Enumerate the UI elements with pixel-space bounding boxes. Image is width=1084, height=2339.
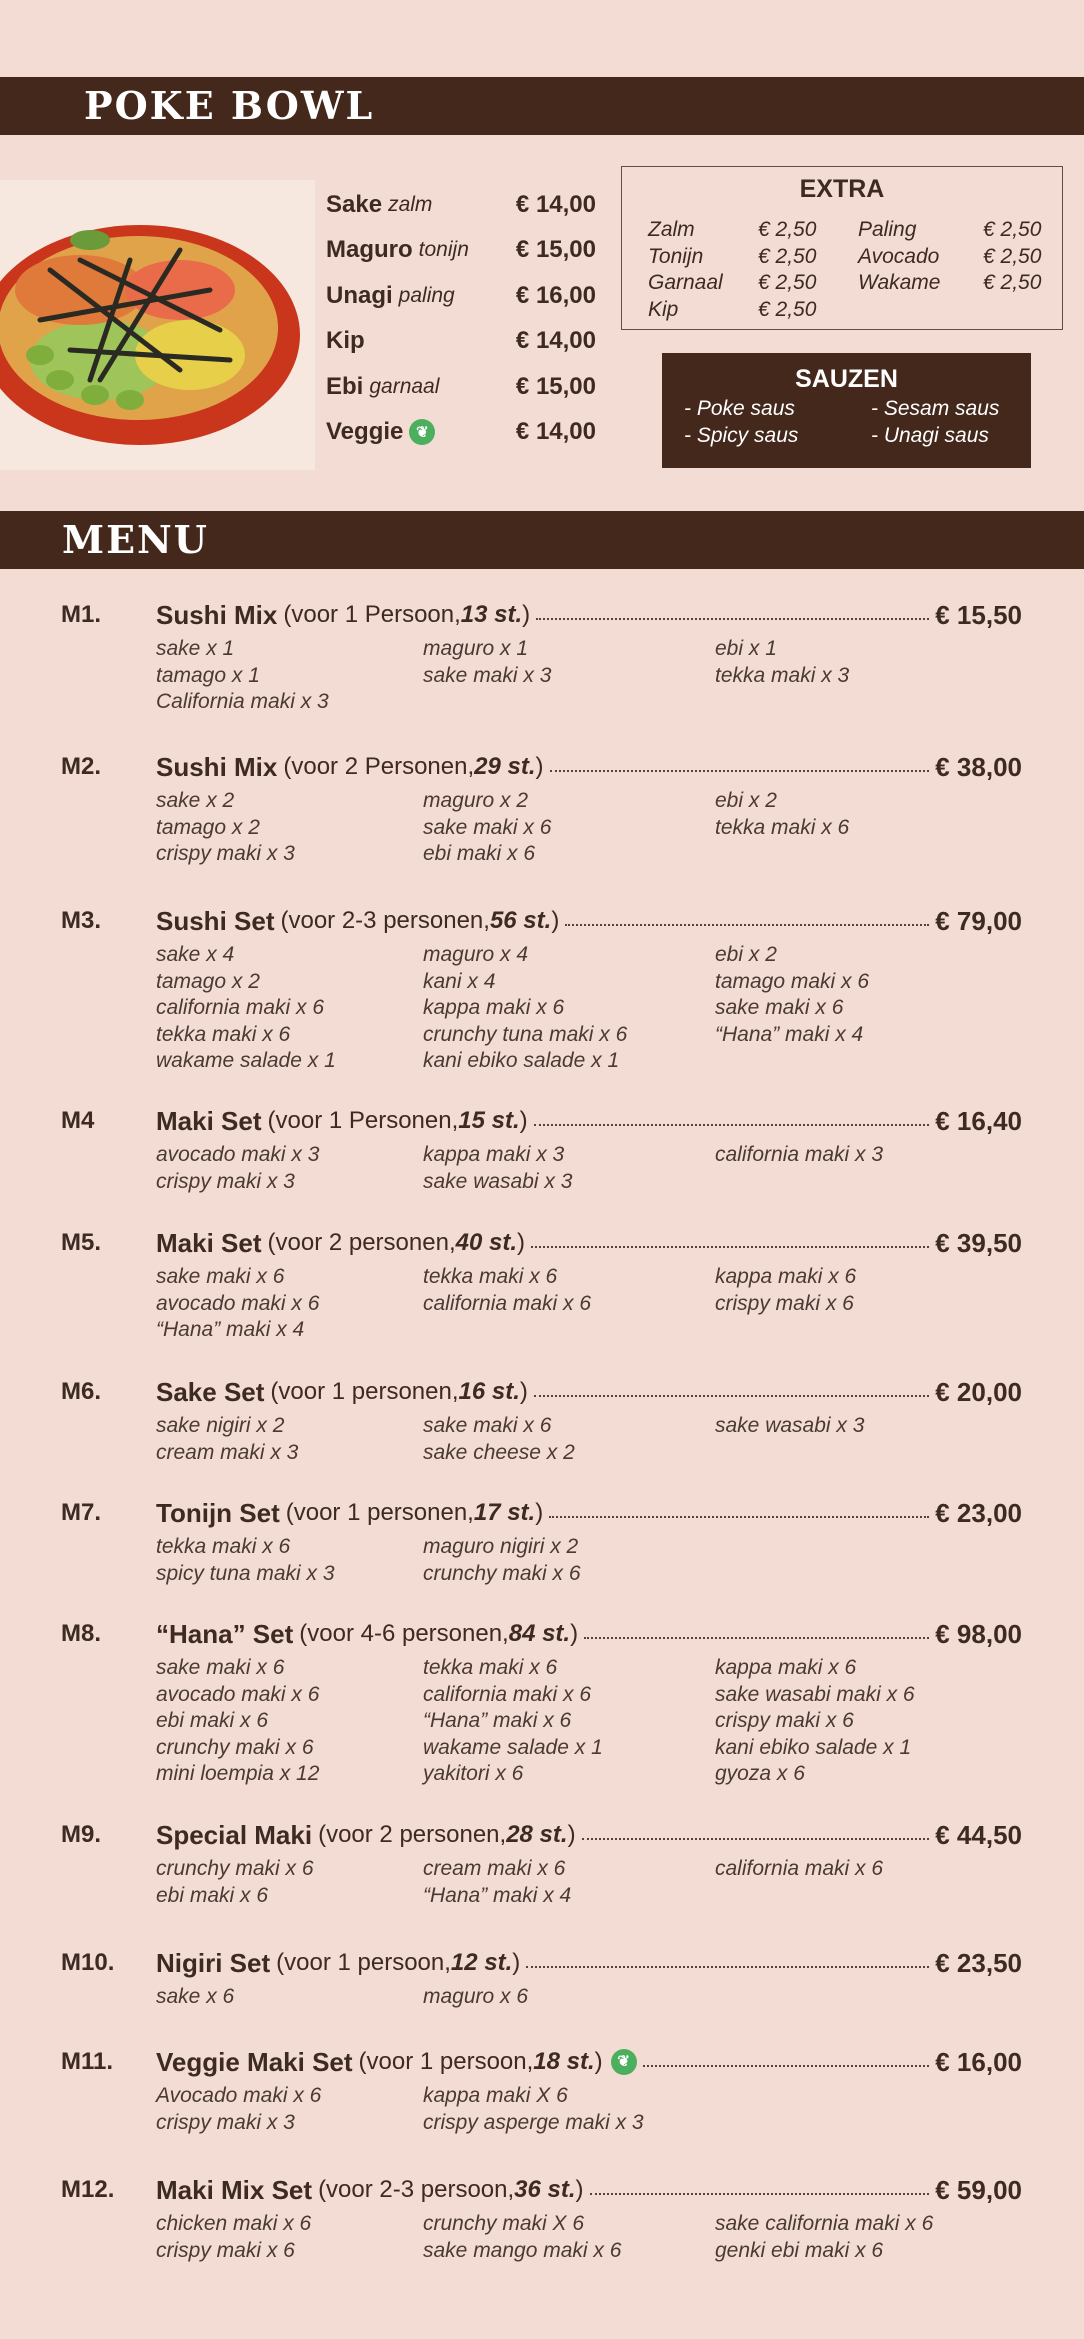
menu-item-header	[156, 598, 1022, 632]
extra-item-price: € 2,50	[758, 297, 817, 321]
poke-item-price: € 14,00	[515, 190, 596, 218]
menu-item-content: avocado maki x 6	[156, 1682, 320, 1706]
menu-item-content: tekka maki x 6	[423, 1265, 558, 1288]
menu-item-content: ebi x 2	[715, 789, 777, 812]
menu-item-code: M11.	[61, 2048, 114, 2075]
menu-item-count: 12 st.	[450, 1949, 513, 1976]
menu-item-content: california maki x 6	[156, 996, 325, 1019]
menu-item-content: avocado maki x 6	[156, 1291, 320, 1315]
menu-item-content: ebi maki x 6	[156, 1883, 269, 1907]
menu-item-header	[156, 2045, 1022, 2079]
menu-item-header	[156, 1818, 1022, 1852]
menu-item-content: crispy maki x 6	[156, 2238, 295, 2262]
menu-item-count: 84 st.	[508, 1620, 571, 1647]
menu-item-contents	[156, 1984, 1022, 2011]
menu-item-code: M10.	[61, 1949, 115, 1976]
menu-item-content: sake maki x 6	[423, 815, 552, 839]
menu-item-persons: (voor 2-3 personen,	[280, 907, 490, 934]
menu-item-content: sake wasabi maki x 6	[715, 1682, 915, 1706]
menu-item-content: ebi maki x 6	[423, 842, 536, 865]
menu-item-content: maguro nigiri x 2	[423, 1535, 579, 1558]
sauce-item: - Unagi saus	[871, 424, 989, 447]
menu-item-close: )	[567, 1821, 576, 1848]
menu-item-price: € 16,00	[935, 2047, 1022, 2077]
menu-item-count: 40 st.	[455, 1229, 517, 1256]
menu-item-content: chicken maki x 6	[156, 2212, 312, 2235]
dotted-leader	[534, 1124, 930, 1126]
dotted-leader	[534, 1395, 929, 1397]
menu-item-content	[715, 689, 1022, 716]
extra-item-name: Zalm	[648, 218, 695, 241]
menu-item-count: 28 st.	[506, 1821, 568, 1848]
menu-item-close: )	[512, 1949, 521, 1976]
extra-list	[648, 217, 1048, 323]
menu-item-contents	[156, 1534, 1022, 1587]
menu-item-content: tamago x 1	[156, 663, 260, 687]
menu-item-close: )	[516, 1229, 525, 1256]
poke-item	[326, 319, 596, 365]
menu-item-code: M3.	[61, 907, 102, 934]
poke-item	[326, 364, 596, 410]
menu-item-portion	[280, 904, 559, 938]
menu-item-content: ebi maki x 6	[156, 1709, 269, 1732]
menu-item-content: mini loempia x 12	[156, 1762, 320, 1785]
poke-bowl-title: POKE BOWL	[84, 83, 375, 128]
extra-item-name: Wakame	[858, 271, 941, 294]
menu-item-name: Maki Set	[156, 1106, 262, 1136]
poke-item-name	[326, 327, 365, 355]
menu-item-price: € 98,00	[935, 1619, 1022, 1649]
poke-item-price: € 14,00	[515, 327, 596, 355]
menu-item-desc	[283, 750, 543, 784]
menu-item-content: tamago x 2	[156, 815, 260, 839]
menu-item-content	[715, 1317, 1022, 1344]
menu-item-price: € 23,00	[935, 1498, 1022, 1528]
menu-item-content: crunchy maki X 6	[423, 2212, 585, 2235]
menu-item-header	[156, 2173, 1022, 2207]
menu-item-name: Tonijn Set	[156, 1498, 280, 1528]
menu-item-content: wakame salade x 1	[423, 1735, 603, 1759]
menu-item-content	[715, 841, 1022, 868]
menu-item-content: tamago x 2	[156, 969, 260, 993]
menu-item-content: wakame salade x 1	[156, 1049, 336, 1072]
poke-item	[326, 228, 596, 274]
menu-item-content: kappa maki x 6	[715, 1656, 857, 1679]
menu-item-content: tekka maki x 6	[156, 1022, 291, 1046]
poke-bowl-header	[0, 77, 1084, 135]
menu-item-name: Sushi Mix	[156, 752, 278, 782]
menu-item-code: M2.	[61, 753, 102, 780]
dotted-leader	[584, 1637, 929, 1639]
menu-item-name: Maki Set	[156, 1228, 262, 1258]
menu-item-content: sake x 4	[156, 943, 235, 966]
menu-item-content: crunchy tuna maki x 6	[423, 1022, 628, 1046]
extra-box	[621, 166, 1063, 330]
menu-item-code: M1.	[61, 601, 102, 628]
menu-item-content: maguro x 4	[423, 943, 529, 966]
menu-item-content: genki ebi maki x 6	[715, 2238, 884, 2262]
sauzen-box	[662, 353, 1031, 468]
extra-item-name: Garnaal	[648, 271, 723, 294]
menu-item-content: crispy asperge maki x 3	[423, 2110, 644, 2134]
menu-item-content: Avocado maki x 6	[156, 2084, 322, 2107]
veggie-leaf-icon: ❦	[611, 2049, 637, 2075]
poke-item-price: € 14,00	[515, 418, 596, 446]
menu-item-content: maguro x 6	[423, 1985, 529, 2008]
menu-item-content	[423, 1317, 715, 1344]
menu-item-content: “Hana” maki x 4	[715, 1022, 864, 1046]
dotted-leader	[531, 1246, 929, 1248]
extra-item-name: Avocado	[858, 244, 940, 268]
menu-item-content: sake maki x 3	[423, 663, 552, 687]
menu-item-count: 18 st.	[533, 2048, 595, 2075]
menu-item-content: sake maki x 6	[715, 996, 844, 1019]
extra-item-price: € 2,50	[983, 244, 1042, 268]
menu-item-content: california maki x 6	[715, 1857, 884, 1880]
menu-item-portion	[318, 1818, 575, 1852]
extra-title: EXTRA	[799, 175, 885, 203]
menu-item-name: Maki Mix Set	[156, 2175, 313, 2205]
menu-item-persons: (voor 2-3 persoon,	[318, 2176, 515, 2203]
menu-item-content: tamago maki x 6	[715, 969, 870, 993]
menu-item-content: maguro x 1	[423, 637, 529, 660]
menu-item-content: kani ebiko salade x 1	[715, 1735, 912, 1759]
menu-item-header	[156, 1617, 1022, 1651]
veggie-leaf-icon: ❦	[409, 419, 435, 445]
menu-item-portion	[286, 1496, 543, 1530]
menu-item-price: € 15,50	[935, 600, 1022, 630]
extra-item-price: € 2,50	[758, 244, 817, 268]
menu-item-content: sake california maki x 6	[715, 2212, 934, 2235]
menu-item-close: )	[519, 1378, 528, 1405]
menu-item-name: “Hana” Set	[156, 1619, 294, 1649]
menu-item-persons: (voor 2 personen,	[267, 1229, 456, 1256]
menu-item-contents	[156, 1413, 1022, 1466]
poke-item-sub: zalm	[388, 192, 433, 216]
menu-item-contents	[156, 2211, 1022, 2264]
menu-item-desc	[280, 904, 559, 938]
poke-item-price: € 15,00	[515, 372, 596, 400]
menu-item-content: ebi x 2	[715, 943, 777, 966]
menu-item-persons: (voor 2 Personen,	[283, 753, 475, 780]
menu-item-persons: (voor 1 Personen,	[267, 1107, 459, 1134]
menu-item-close: )	[551, 907, 560, 934]
menu-item-desc	[318, 1818, 575, 1852]
poke-item-sub: tonijn	[418, 238, 469, 262]
menu-header	[0, 511, 1084, 569]
extra-item-price: € 2,50	[758, 218, 817, 241]
menu-item-price: € 38,00	[935, 752, 1022, 782]
poke-item-name	[326, 191, 432, 219]
menu-item-count: 56 st.	[489, 907, 552, 934]
menu-item-portion	[270, 1375, 527, 1409]
menu-item-header	[156, 1946, 1022, 1980]
menu-item-content: gyoza x 6	[715, 1762, 805, 1785]
poke-item	[326, 182, 596, 228]
poke-item-sub: paling	[398, 283, 455, 307]
sauce-item: - Poke saus	[684, 397, 795, 420]
menu-item-header	[156, 904, 1022, 938]
menu-item-portion	[283, 598, 530, 632]
menu-item-desc	[359, 2045, 637, 2079]
menu-item-count: 13 st.	[460, 601, 523, 628]
menu-item-persons: (voor 1 Persoon,	[283, 601, 461, 628]
extra-item-name: Tonijn	[648, 244, 704, 268]
menu-item-content: tekka maki x 3	[715, 663, 850, 687]
menu-item-desc	[283, 598, 530, 632]
poke-item-label: Unagi	[326, 281, 393, 309]
menu-item-content	[715, 2083, 1022, 2110]
menu-item-code: M4	[61, 1107, 95, 1134]
menu-item-desc	[270, 1375, 527, 1409]
menu-item-content: crunchy maki x 6	[423, 1561, 581, 1585]
menu-item-desc	[268, 1226, 525, 1260]
menu-title: MENU	[62, 517, 209, 562]
menu-item-content: cream maki x 3	[156, 1440, 299, 1464]
menu-item-name: Sushi Set	[156, 906, 275, 936]
poke-item-label: Kip	[326, 327, 365, 355]
extra-item-name: Paling	[858, 218, 917, 241]
poke-bowl-image	[0, 180, 315, 470]
menu-item-persons: (voor 1 persoon,	[358, 2048, 534, 2075]
menu-item-content: sake x 2	[156, 789, 235, 812]
menu-item-content: avocado maki x 3	[156, 1143, 320, 1166]
menu-item-content: yakitori x 6	[423, 1762, 524, 1785]
menu-item-content: tekka maki x 6	[156, 1535, 291, 1558]
dotted-leader	[526, 1966, 929, 1968]
sauce-item: - Sesam saus	[871, 397, 1000, 420]
poke-item-name	[326, 418, 435, 446]
menu-item-persons: (voor 1 personen,	[285, 1499, 474, 1526]
menu-item-close: )	[575, 2176, 584, 2203]
dotted-leader	[582, 1838, 930, 1840]
menu-item-portion	[318, 2173, 583, 2207]
extra-item-price: € 2,50	[758, 271, 817, 294]
poke-item-label: Veggie	[326, 418, 404, 446]
dotted-leader	[565, 924, 929, 926]
poke-item-price: € 15,00	[515, 236, 596, 264]
menu-item-persons: (voor 1 personen,	[270, 1378, 459, 1405]
menu-item-portion	[268, 1104, 528, 1138]
menu-item-price: € 79,00	[935, 906, 1022, 936]
menu-item-content	[715, 1984, 1022, 2011]
menu-item-persons: (voor 1 persoon,	[276, 1949, 451, 1976]
menu-item-content: “Hana” maki x 4	[423, 1883, 572, 1907]
menu-item-code: M9.	[61, 1821, 102, 1848]
menu-item-content: sake cheese x 2	[423, 1440, 575, 1464]
menu-item-content: california maki x 6	[423, 1291, 592, 1315]
menu-item-close: )	[570, 1620, 579, 1647]
menu-item-content: sake x 6	[156, 1985, 235, 2008]
menu-item-content: cream maki x 6	[423, 1857, 566, 1880]
extra-item-name	[858, 297, 983, 324]
menu-item-content: crunchy maki x 6	[156, 1735, 314, 1759]
menu-item-header	[156, 1496, 1022, 1530]
menu-item-content: maguro x 2	[423, 789, 529, 812]
menu-item-code: M5.	[61, 1229, 102, 1256]
poke-bowl-list	[326, 182, 596, 455]
menu-item-close: )	[519, 1107, 528, 1134]
menu-item-content: kappa maki x 6	[423, 996, 565, 1019]
menu-item-content: kani x 4	[423, 969, 496, 993]
menu-item-content	[715, 1561, 1022, 1588]
menu-item-count: 15 st.	[458, 1107, 520, 1134]
menu-item-close: )	[535, 753, 544, 780]
menu-item-header	[156, 750, 1022, 784]
menu-item-content: sake maki x 6	[423, 1414, 552, 1437]
menu-item-content: sake nigiri x 2	[156, 1414, 285, 1437]
menu-item-content: kappa maki x 3	[423, 1143, 565, 1166]
menu-item-content: sake wasabi x 3	[715, 1414, 865, 1437]
poke-item-label: Maguro	[326, 236, 413, 264]
menu-item-content: crispy maki x 3	[156, 1169, 295, 1193]
menu-item-count: 16 st.	[458, 1378, 520, 1405]
menu-item-content: kappa maki x 6	[715, 1265, 857, 1288]
menu-item-content: crispy maki x 6	[715, 1291, 854, 1315]
poke-item	[326, 410, 596, 456]
menu-item-content: “Hana” maki x 6	[423, 1709, 572, 1732]
dotted-leader	[549, 1516, 929, 1518]
poke-item-label: Ebi	[326, 372, 364, 400]
menu-item-count: 29 st.	[474, 753, 536, 780]
menu-item-content	[423, 689, 715, 716]
dotted-leader	[550, 770, 930, 772]
menu-item-name: Veggie Maki Set	[156, 2047, 353, 2077]
menu-item-contents	[156, 1264, 1022, 1344]
menu-item-content	[715, 2110, 1022, 2137]
menu-item-portion	[283, 750, 543, 784]
poke-item-label: Sake	[326, 190, 383, 218]
menu-item-contents	[156, 788, 1022, 868]
poke-item-name	[326, 282, 455, 310]
poke-item-name	[326, 373, 439, 401]
menu-item-portion	[268, 1226, 525, 1260]
poke-item-name	[326, 236, 469, 264]
menu-item-name: Sushi Mix	[156, 600, 278, 630]
menu-item-content: sake maki x 6	[156, 1656, 285, 1679]
menu-item-header	[156, 1104, 1022, 1138]
menu-item-desc	[276, 1946, 520, 1980]
menu-item-close: )	[594, 2048, 603, 2075]
menu-item-content: tekka maki x 6	[423, 1656, 558, 1679]
menu-item-portion	[359, 2045, 603, 2079]
sauzen-title: SAUZEN	[795, 365, 898, 393]
menu-item-contents	[156, 942, 1022, 1075]
menu-item-desc	[318, 2173, 583, 2207]
menu-item-name: Nigiri Set	[156, 1948, 271, 1978]
poke-item-price: € 16,00	[515, 281, 596, 309]
menu-item-content: California maki x 3	[156, 690, 329, 713]
menu-item-content	[715, 1883, 1022, 1910]
menu-item-close: )	[522, 601, 531, 628]
menu-item-code: M6.	[61, 1378, 102, 1405]
menu-item-content: “Hana” maki x 4	[156, 1318, 305, 1341]
menu-item-close: )	[535, 1499, 544, 1526]
extra-item-price: € 2,50	[983, 271, 1042, 294]
menu-item-name: Sake Set	[156, 1377, 265, 1407]
menu-item-contents	[156, 2083, 1022, 2136]
menu-item-content	[715, 1440, 1022, 1467]
menu-item-price: € 44,50	[935, 1820, 1022, 1850]
menu-item-name: Special Maki	[156, 1820, 313, 1850]
extra-item-name: Kip	[648, 297, 679, 321]
menu-item-price: € 59,00	[935, 2175, 1022, 2205]
menu-item-portion	[276, 1946, 520, 1980]
menu-item-header	[156, 1226, 1022, 1260]
menu-item-content: ebi x 1	[715, 637, 777, 660]
menu-item-content: sake wasabi x 3	[423, 1169, 573, 1193]
menu-item-content: sake maki x 6	[156, 1265, 285, 1288]
menu-item-content: sake mango maki x 6	[423, 2238, 622, 2262]
menu-item-contents	[156, 1856, 1022, 1909]
menu-item-content: kappa maki X 6	[423, 2084, 568, 2107]
menu-item-portion	[299, 1617, 578, 1651]
menu-item-content	[715, 1169, 1022, 1196]
menu-item-content: crunchy maki x 6	[156, 1857, 314, 1880]
menu-item-desc	[299, 1617, 578, 1651]
menu-item-persons: (voor 4-6 personen,	[299, 1620, 509, 1647]
menu-item-content: crispy maki x 6	[715, 1709, 854, 1732]
menu-item-content	[715, 1048, 1022, 1075]
menu-item-contents	[156, 636, 1022, 716]
dotted-leader	[643, 2065, 930, 2067]
dotted-leader	[590, 2193, 930, 2195]
menu-item-content: kani ebiko salade x 1	[423, 1049, 620, 1072]
menu-item-count: 17 st.	[473, 1499, 536, 1526]
menu-item-code: M8.	[61, 1620, 102, 1647]
extra-item-price	[983, 297, 1048, 324]
menu-item-content: california maki x 3	[715, 1143, 884, 1166]
menu-item-price: € 20,00	[935, 1377, 1022, 1407]
menu-item-contents	[156, 1142, 1022, 1195]
poke-item	[326, 273, 596, 319]
menu-item-code: M12.	[61, 2176, 115, 2203]
menu-item-content: tekka maki x 6	[715, 815, 850, 839]
poke-item-sub: garnaal	[369, 374, 440, 398]
sauzen-list	[684, 395, 1024, 449]
menu-item-desc	[268, 1104, 528, 1138]
dotted-leader	[536, 618, 929, 620]
menu-item-content: crispy maki x 3	[156, 842, 295, 865]
menu-item-content: spicy tuna maki x 3	[156, 1561, 335, 1585]
menu-item-content: california maki x 6	[423, 1682, 592, 1706]
sauce-item: - Spicy saus	[684, 424, 799, 447]
menu-item-price: € 39,50	[935, 1228, 1022, 1258]
menu-item-price: € 23,50	[935, 1948, 1022, 1978]
menu-item-persons: (voor 2 personen,	[318, 1821, 507, 1848]
menu-item-content: sake x 1	[156, 637, 235, 660]
menu-item-content	[715, 1534, 1022, 1561]
menu-item-code: M7.	[61, 1499, 102, 1526]
menu-item-count: 36 st.	[514, 2176, 576, 2203]
menu-item-price: € 16,40	[935, 1106, 1022, 1136]
extra-item-price: € 2,50	[983, 218, 1042, 241]
menu-item-desc	[286, 1496, 543, 1530]
menu-item-header	[156, 1375, 1022, 1409]
menu-item-contents	[156, 1655, 1022, 1788]
menu-item-content: crispy maki x 3	[156, 2110, 295, 2134]
